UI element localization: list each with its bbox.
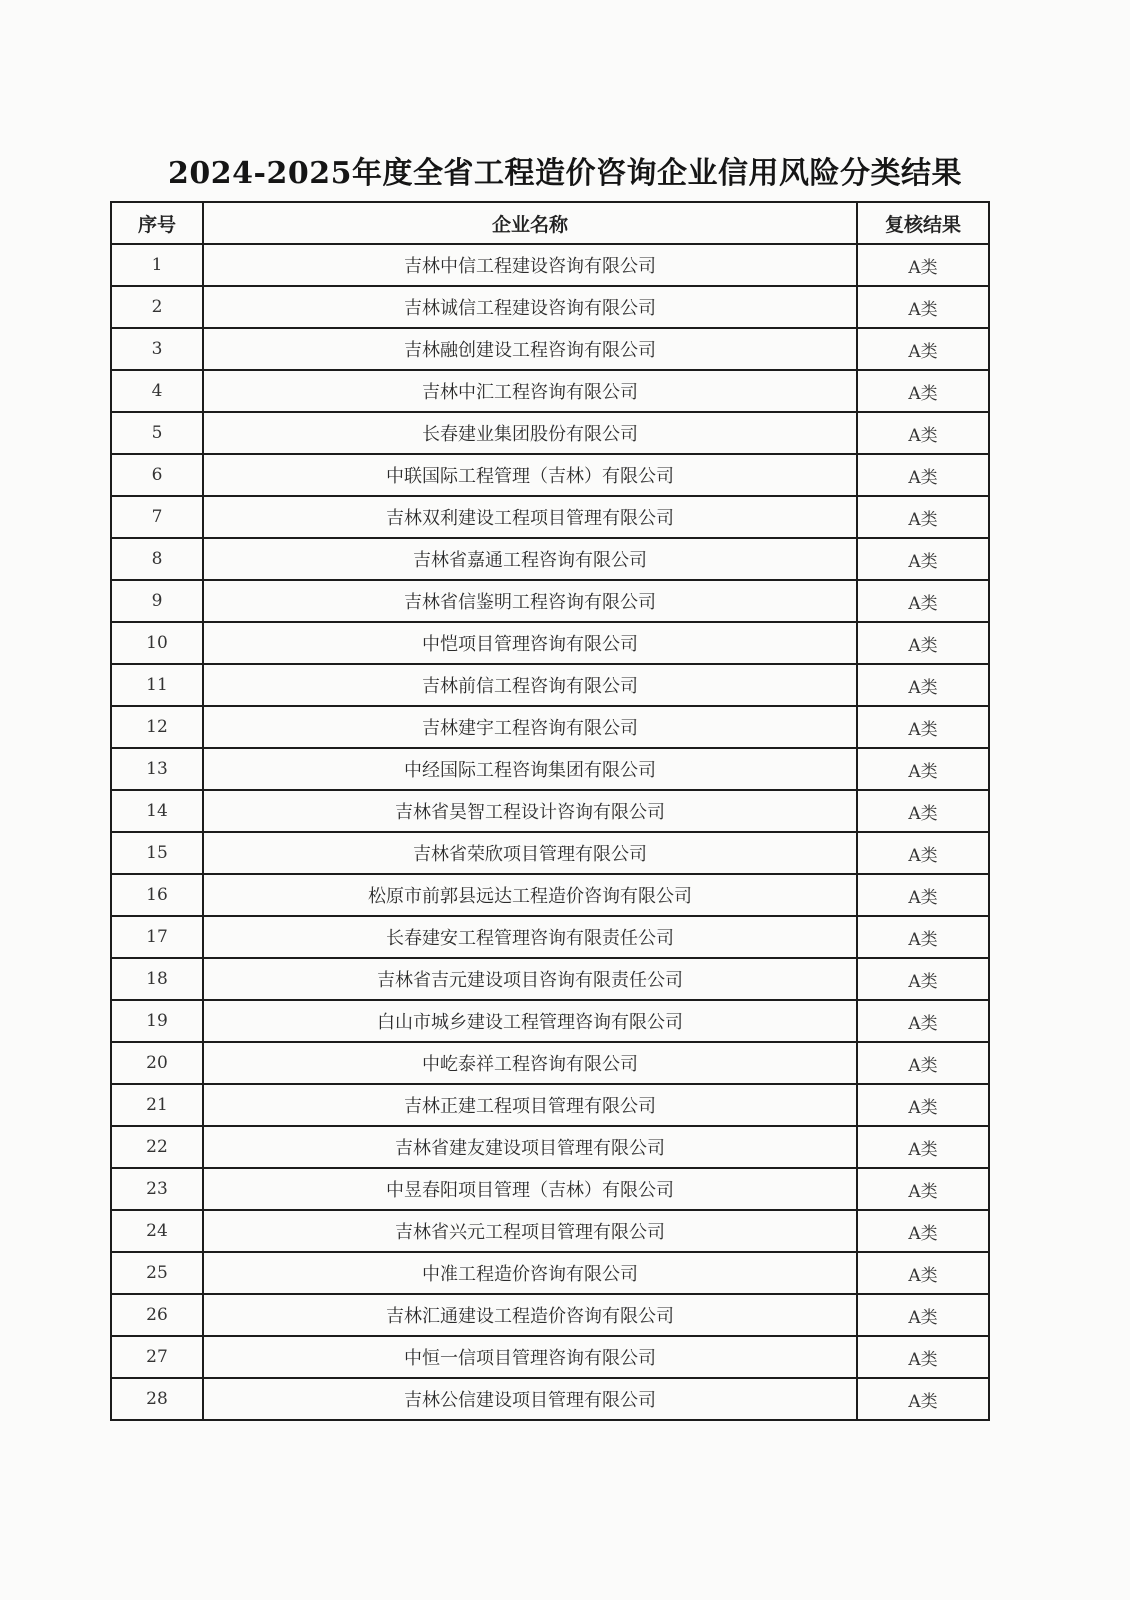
row-review-result: A类 <box>857 454 989 496</box>
table-row <box>111 958 989 1000</box>
row-review-result: A类 <box>857 622 989 664</box>
row-seq: 6 <box>111 454 203 496</box>
table-row <box>111 496 989 538</box>
row-company-name: 吉林融创建设工程咨询有限公司 <box>203 328 857 370</box>
table-row <box>111 412 989 454</box>
row-company-name: 松原市前郭县远达工程造价咨询有限公司 <box>203 874 857 916</box>
row-review-result: A类 <box>857 538 989 580</box>
row-seq: 21 <box>111 1084 203 1126</box>
table-row <box>111 664 989 706</box>
row-seq: 20 <box>111 1042 203 1084</box>
row-company-name: 吉林正建工程项目管理有限公司 <box>203 1084 857 1126</box>
table-row <box>111 286 989 328</box>
row-company-name: 中屹泰祥工程咨询有限公司 <box>203 1042 857 1084</box>
row-company-name: 中联国际工程管理（吉林）有限公司 <box>203 454 857 496</box>
table-row <box>111 622 989 664</box>
row-review-result: A类 <box>857 412 989 454</box>
row-review-result: A类 <box>857 328 989 370</box>
row-seq: 4 <box>111 370 203 412</box>
row-company-name: 吉林省兴元工程项目管理有限公司 <box>203 1210 857 1252</box>
row-seq: 7 <box>111 496 203 538</box>
row-seq: 9 <box>111 580 203 622</box>
row-company-name: 中准工程造价咨询有限公司 <box>203 1252 857 1294</box>
row-company-name: 长春建业集团股份有限公司 <box>203 412 857 454</box>
table-row <box>111 706 989 748</box>
row-review-result: A类 <box>857 1168 989 1210</box>
row-seq: 23 <box>111 1168 203 1210</box>
row-company-name: 中经国际工程咨询集团有限公司 <box>203 748 857 790</box>
row-review-result: A类 <box>857 916 989 958</box>
row-company-name: 吉林省昊智工程设计咨询有限公司 <box>203 790 857 832</box>
row-seq: 8 <box>111 538 203 580</box>
table-row <box>111 538 989 580</box>
row-seq: 14 <box>111 790 203 832</box>
row-company-name: 长春建安工程管理咨询有限责任公司 <box>203 916 857 958</box>
row-review-result: A类 <box>857 580 989 622</box>
table-row <box>111 1000 989 1042</box>
table-row <box>111 832 989 874</box>
row-seq: 2 <box>111 286 203 328</box>
row-seq: 28 <box>111 1378 203 1420</box>
table-row <box>111 1126 989 1168</box>
row-seq: 18 <box>111 958 203 1000</box>
results-table-container <box>110 201 988 1421</box>
row-company-name: 吉林建宇工程咨询有限公司 <box>203 706 857 748</box>
row-review-result: A类 <box>857 748 989 790</box>
header-company-name: 企业名称 <box>203 202 857 244</box>
row-seq: 12 <box>111 706 203 748</box>
table-row <box>111 916 989 958</box>
row-seq: 10 <box>111 622 203 664</box>
row-seq: 15 <box>111 832 203 874</box>
row-review-result: A类 <box>857 664 989 706</box>
row-review-result: A类 <box>857 874 989 916</box>
row-company-name: 吉林省信鉴明工程咨询有限公司 <box>203 580 857 622</box>
table-row <box>111 748 989 790</box>
table-row <box>111 1042 989 1084</box>
row-review-result: A类 <box>857 1336 989 1378</box>
row-company-name: 白山市城乡建设工程管理咨询有限公司 <box>203 1000 857 1042</box>
row-review-result: A类 <box>857 496 989 538</box>
row-seq: 16 <box>111 874 203 916</box>
row-seq: 25 <box>111 1252 203 1294</box>
table-header-row <box>111 202 989 244</box>
row-company-name: 吉林省荣欣项目管理有限公司 <box>203 832 857 874</box>
table-row <box>111 790 989 832</box>
table-row <box>111 1168 989 1210</box>
table-row <box>111 244 989 286</box>
row-seq: 1 <box>111 244 203 286</box>
row-review-result: A类 <box>857 1042 989 1084</box>
row-company-name: 中恒一信项目管理咨询有限公司 <box>203 1336 857 1378</box>
row-review-result: A类 <box>857 244 989 286</box>
table-row <box>111 1378 989 1420</box>
row-company-name: 吉林中汇工程咨询有限公司 <box>203 370 857 412</box>
row-review-result: A类 <box>857 1084 989 1126</box>
row-company-name: 吉林双利建设工程项目管理有限公司 <box>203 496 857 538</box>
row-review-result: A类 <box>857 286 989 328</box>
table-row <box>111 1294 989 1336</box>
header-review-result: 复核结果 <box>857 202 989 244</box>
row-seq: 26 <box>111 1294 203 1336</box>
row-company-name: 中昱春阳项目管理（吉林）有限公司 <box>203 1168 857 1210</box>
row-seq: 5 <box>111 412 203 454</box>
row-seq: 13 <box>111 748 203 790</box>
row-seq: 24 <box>111 1210 203 1252</box>
row-review-result: A类 <box>857 1126 989 1168</box>
table-row <box>111 1210 989 1252</box>
table-row <box>111 454 989 496</box>
row-review-result: A类 <box>857 1252 989 1294</box>
table-row <box>111 1336 989 1378</box>
row-seq: 3 <box>111 328 203 370</box>
row-review-result: A类 <box>857 370 989 412</box>
row-seq: 22 <box>111 1126 203 1168</box>
row-review-result: A类 <box>857 958 989 1000</box>
results-table <box>110 201 990 1421</box>
row-company-name: 吉林汇通建设工程造价咨询有限公司 <box>203 1294 857 1336</box>
row-company-name: 吉林省吉元建设项目咨询有限责任公司 <box>203 958 857 1000</box>
row-review-result: A类 <box>857 706 989 748</box>
table-row <box>111 1252 989 1294</box>
row-seq: 19 <box>111 1000 203 1042</box>
row-review-result: A类 <box>857 1294 989 1336</box>
table-row <box>111 370 989 412</box>
row-review-result: A类 <box>857 1378 989 1420</box>
row-company-name: 吉林前信工程咨询有限公司 <box>203 664 857 706</box>
table-row <box>111 874 989 916</box>
row-company-name: 中恺项目管理咨询有限公司 <box>203 622 857 664</box>
row-review-result: A类 <box>857 1000 989 1042</box>
row-seq: 11 <box>111 664 203 706</box>
row-company-name: 吉林公信建设项目管理有限公司 <box>203 1378 857 1420</box>
row-review-result: A类 <box>857 832 989 874</box>
header-seq: 序号 <box>111 202 203 244</box>
row-company-name: 吉林省建友建设项目管理有限公司 <box>203 1126 857 1168</box>
row-company-name: 吉林诚信工程建设咨询有限公司 <box>203 286 857 328</box>
document-title: 2024-2025年度全省工程造价咨询企业信用风险分类结果 <box>168 156 962 191</box>
table-row <box>111 580 989 622</box>
row-seq: 27 <box>111 1336 203 1378</box>
row-company-name: 吉林中信工程建设咨询有限公司 <box>203 244 857 286</box>
table-row <box>111 1084 989 1126</box>
row-review-result: A类 <box>857 790 989 832</box>
row-review-result: A类 <box>857 1210 989 1252</box>
row-seq: 17 <box>111 916 203 958</box>
row-company-name: 吉林省嘉通工程咨询有限公司 <box>203 538 857 580</box>
table-row <box>111 328 989 370</box>
